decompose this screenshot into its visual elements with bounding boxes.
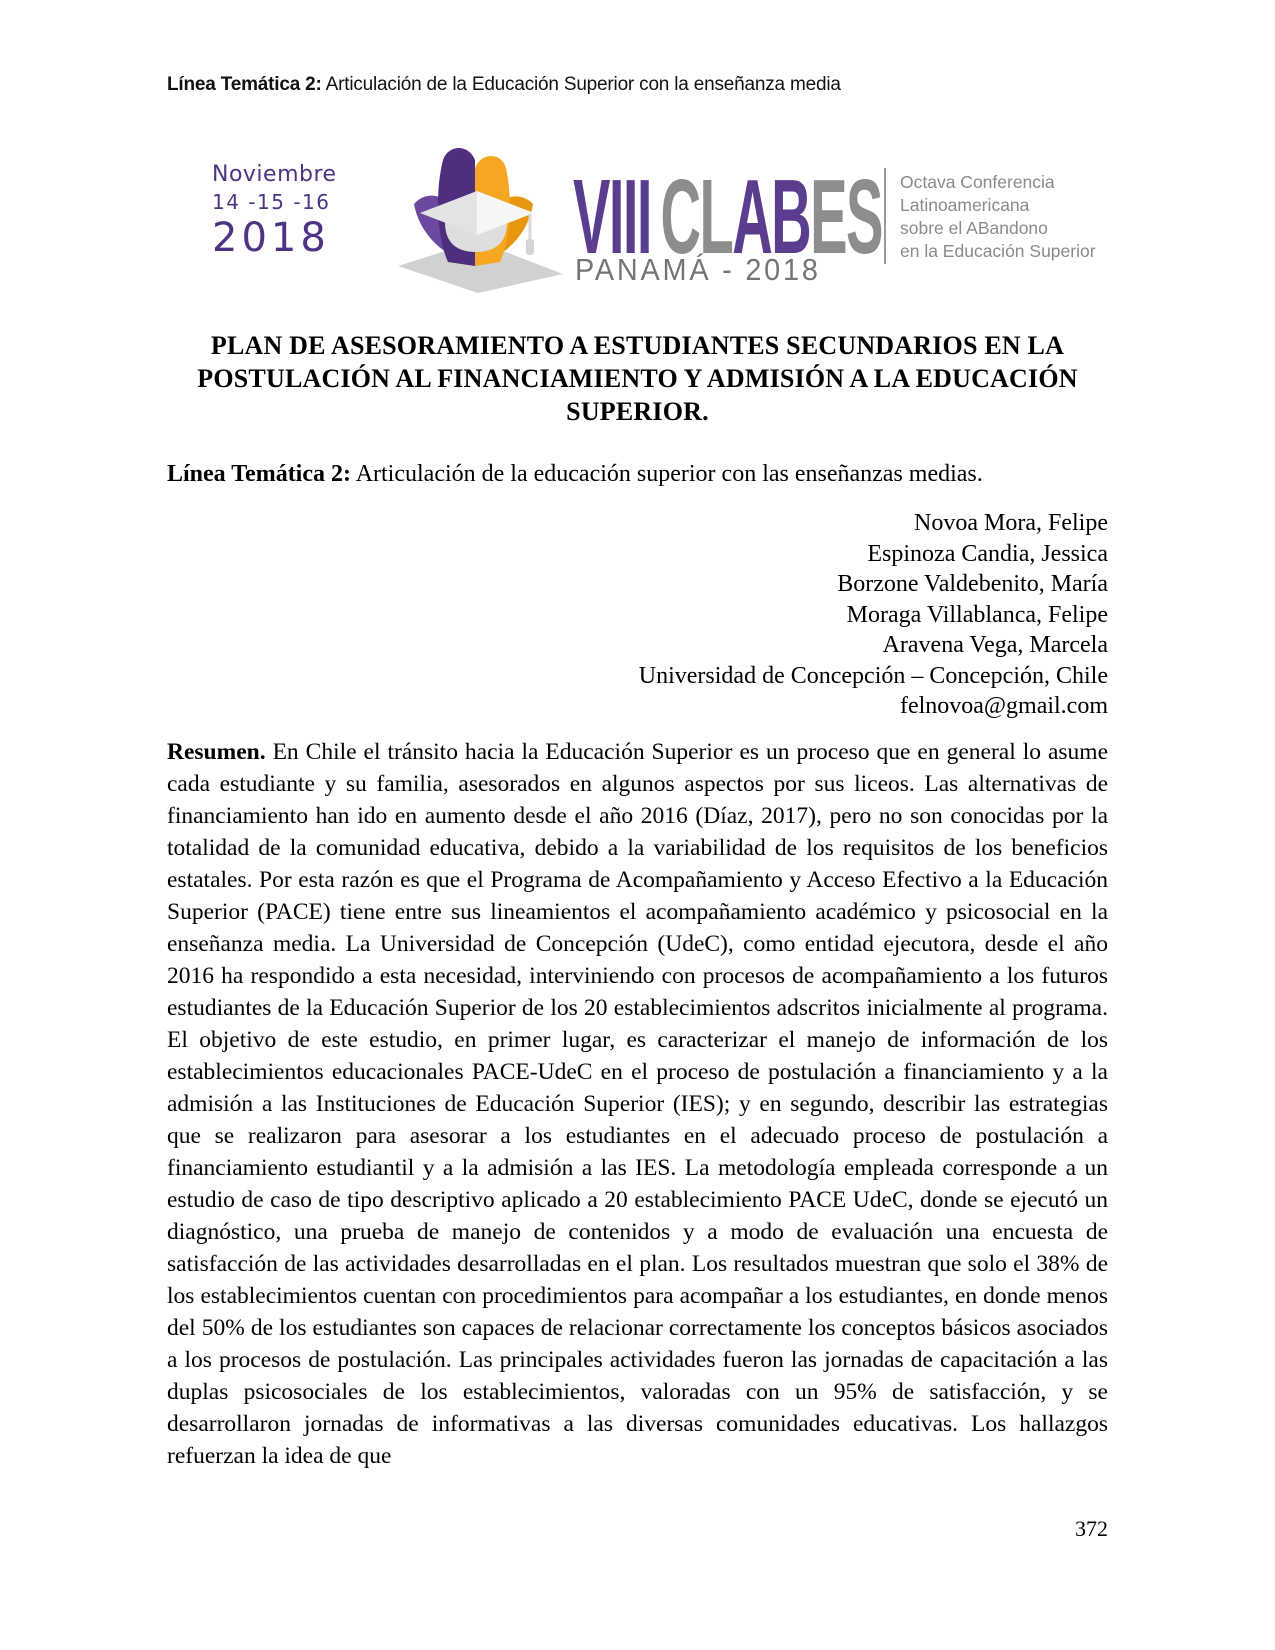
author-block xyxy=(167,508,1108,722)
date-days: 14 -15 -16 xyxy=(212,190,331,214)
clabes-logo xyxy=(200,138,1105,303)
paper-title-line: PLAN DE ASESORAMIENTO A ESTUDIANTES SECUNDARIOS EN LA xyxy=(210,331,1065,360)
logo-divider xyxy=(884,168,886,264)
author-name: Espinoza Candia, Jessica xyxy=(867,540,1108,567)
thematic-line xyxy=(167,461,1108,488)
conference-tagline xyxy=(900,171,1096,263)
abstract-paragraph xyxy=(167,736,1108,1472)
wordmark-es: ES xyxy=(810,158,882,276)
affiliation: Universidad de Concepción – Concepción, Chile xyxy=(638,662,1108,689)
page-number: 372 xyxy=(1075,1516,1108,1541)
thematic-line-text: Articulación de la educación superior con las enseñanzas medias. xyxy=(355,461,983,487)
author-name: Moraga Villablanca, Felipe xyxy=(846,601,1108,628)
tagline-line: Latinoamericana xyxy=(900,195,1030,215)
author-name: Borzone Valdebenito, María xyxy=(837,571,1108,597)
running-header-label: Línea Temática 2: xyxy=(167,74,322,95)
author-name: Novoa Mora, Felipe xyxy=(914,510,1108,536)
wordmark-ab: AB xyxy=(732,158,811,276)
abstract-text: En Chile el tránsito hacia la Educación Superior es un proceso que en general lo asume cada estudiante y su familia, asesorados en algunos aspectos por sus liceos. Las alternativas de financiamiento han ido en aumento desde el año 2016 (Díaz, 2017), pero no son conocidas por la totalidad de la comunidad educativa, debido a la variabilidad de los requisitos de los beneficios estatales. Por esta razón es que el Programa de Acompañamiento y Acceso Efectivo a la Educación Superior (PACE) tiene entre sus lineamientos el acompañamiento académico y psicosocial en la enseñanza media. La Universidad de Concepción (UdeC), como entidad ejecutora, desde el año 2016 ha respondido a esta necesidad, interviniendo con procesos de acompañamiento a los futuros estudiantes de la Educación Superior de los 20 establecimientos adscritos inicialmente al programa. El objetivo de este estudio, en primer lugar, es caracterizar el manejo de información de los establecimientos educacionales PACE-UdeC en el proceso de postulación a financiamiento y a la admisión a las Instituciones de Educación Superior (IES); y en segundo, describir las estrategias que se realizaron para asesorar a los estudiantes en el adecuado proceso de postulación a financiamiento estudiantil y a la admisión a las IES. La metodología empleada corresponde a un estudio de caso de tipo descriptivo aplicado a 20 establecimiento PACE UdeC, donde se ejecutó un diagnóstico, una prueba de manejo de contenidos y a modo de evaluación una encuesta de satisfacción de las actividades desarrolladas en el plan. Los resultados muestran que solo el 38% de los establecimientos cuentan con procedimientos para acompañar a los estudiantes, en donde menos del 50% de los estudiantes son capaces de relacionar correctamente los conceptos básicos asociados a los procesos de postulación. Las principales actividades fueron las jornadas de capacitación a las duplas psicosociales de los establecimientos, valoradas con un 95% de satisfacción, y se desarrollaron jornadas de informativas a las diversas comunidades educativas. Los hallazgos refuerzan la idea de que xyxy=(167,739,1108,1469)
conference-dates xyxy=(212,162,337,261)
thematic-line-label: Línea Temática 2: xyxy=(167,461,351,487)
event-location-year: PANAMÁ - 2018 xyxy=(575,252,821,287)
book-graduation-cap-icon xyxy=(380,138,575,296)
paper-title xyxy=(167,329,1108,428)
paper-title-line: SUPERIOR. xyxy=(566,397,709,426)
date-year: 2018 xyxy=(212,215,330,261)
author-name: Aravena Vega, Marcela xyxy=(882,632,1108,658)
abstract-label: Resumen. xyxy=(167,739,266,765)
tagline-line: sobre el ABandono xyxy=(900,218,1048,238)
running-header-text: Articulación de la Educación Superior con la enseñanza media xyxy=(325,74,841,95)
tagline-line: en la Educación Superior xyxy=(900,241,1096,261)
running-header xyxy=(167,74,1108,96)
paper-title-line: POSTULACIÓN AL FINANCIAMIENTO Y ADMISIÓN A LA EDUCACIÓN xyxy=(197,364,1078,393)
wordmark-viii: VIII xyxy=(573,158,651,276)
date-month: Noviembre xyxy=(212,162,337,187)
tagline-line: Octava Conferencia xyxy=(900,172,1055,192)
email: felnovoa@gmail.com xyxy=(899,693,1108,719)
wordmark-cl: CL xyxy=(660,158,733,276)
